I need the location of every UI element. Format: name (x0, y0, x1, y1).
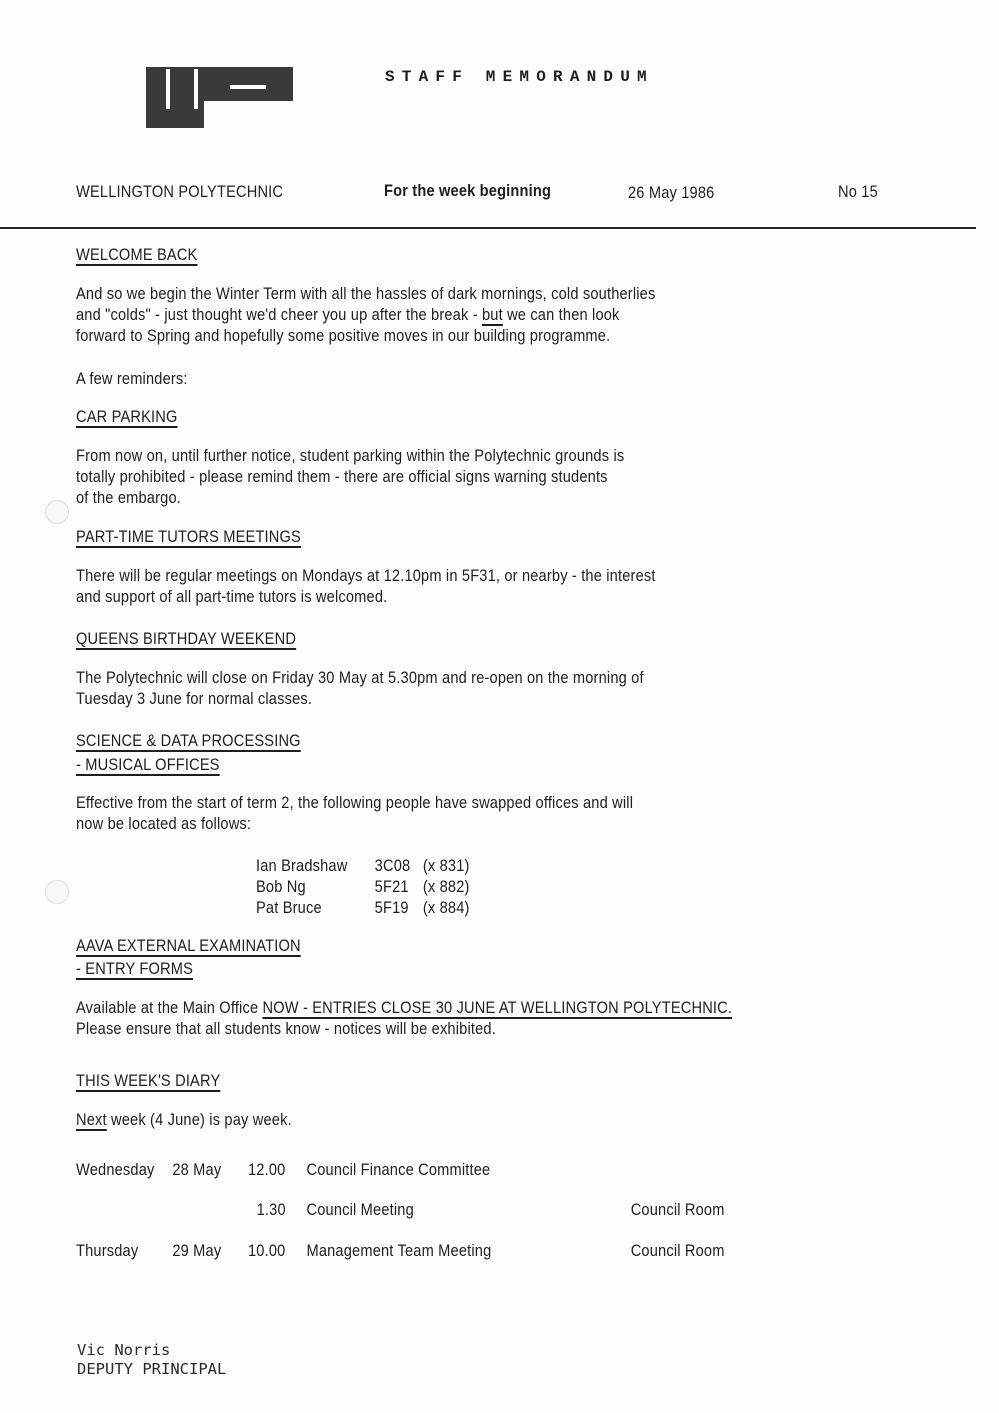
queens-birthday-body: The Polytechnic will close on Friday 30 May at 5.30pm and re-open on the morning of Tuesday 3 June for normal classes. (76, 668, 644, 708)
signature-block (77, 1341, 226, 1379)
header-divider (0, 227, 976, 229)
section-heading-diary: THIS WEEK'S DIARY (76, 1071, 221, 1090)
section-heading-welcome: WELCOME BACK (76, 245, 198, 264)
section-heading-tutors: PART-TIME TUTORS MEETINGS (76, 527, 301, 546)
section-heading-science: SCIENCE & DATA PROCESSING (76, 731, 301, 750)
office-row: Ian Bradshaw 3C08 (x 831) (256, 856, 470, 875)
polytechnic-logo (146, 67, 293, 128)
welcome-body: And so we begin the Winter Term with all the hassles of dark mornings, cold southerlies and "colds" - just thought we'd cheer you up after the break - but we can then look forward to Spring and hopefully some positive moves in our building programme. (76, 284, 656, 345)
memo-title: STAFF MEMORANDUM (385, 68, 654, 86)
section-subheading-musical-offices: - MUSICAL OFFICES (76, 755, 220, 774)
issue-number: No 15 (838, 182, 878, 201)
section-heading-aava: AAVA EXTERNAL EXAMINATION (76, 936, 301, 955)
office-row: Pat Bruce 5F19 (x 884) (256, 898, 470, 917)
section-heading-car-parking: CAR PARKING (76, 407, 178, 426)
car-parking-body: From now on, until further notice, student parking within the Polytechnic grounds is totally prohibited - please remind them - there are official signs warning students of the embargo. (76, 446, 625, 507)
science-body: Effective from the start of term 2, the following people have swapped offices and will now be located as follows: (76, 793, 634, 833)
week-label: For the week beginning (384, 181, 552, 200)
office-list (256, 855, 470, 918)
section-heading-queens-birthday: QUEENS BIRTHDAY WEEKEND (76, 629, 297, 648)
signatory-role: DEPUTY PRINCIPAL (77, 1360, 227, 1378)
punch-hole (45, 880, 69, 904)
pay-week-note: Next week (4 June) is pay week. (76, 1110, 292, 1129)
reminders-intro: A few reminders: (76, 369, 188, 388)
institution-name: WELLINGTON POLYTECHNIC (76, 182, 284, 201)
signatory-name: Vic Norris (77, 1341, 171, 1359)
week-date: 26 May 1986 (628, 183, 715, 202)
section-subheading-entry-forms: - ENTRY FORMS (76, 959, 194, 978)
punch-hole (45, 500, 69, 524)
office-row: Bob Ng 5F21 (x 882) (256, 877, 470, 896)
tutors-body: There will be regular meetings on Mondays at 12.10pm in 5F31, or nearby - the interest and support of all part-time tutors is welcomed. (76, 566, 656, 606)
aava-body: Available at the Main Office NOW - ENTRIES CLOSE 30 JUNE AT WELLINGTON POLYTECHNIC. Please ensure that all students know - notices will be exhibited. (76, 998, 733, 1038)
